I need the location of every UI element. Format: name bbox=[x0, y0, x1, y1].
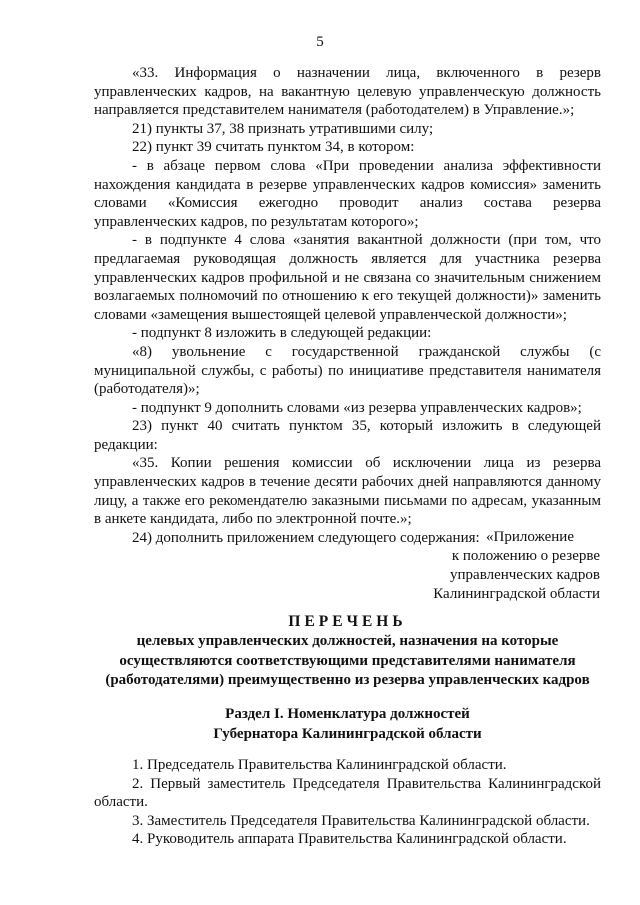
list-subtitle bbox=[94, 632, 601, 691]
position-list bbox=[94, 756, 601, 849]
paragraph: «35. Копии решения комиссии об исключении лица из резерва управленческих кадров в течение десяти рабочих дней направляются данному лицу, а также его рекомендателю заказными письмами по адресам, указанным в анкете кандидата, либо по электронной почте.»; bbox=[94, 455, 601, 528]
paragraph: 21) пункты 37, 38 признать утратившими силу; bbox=[132, 120, 434, 137]
section-line: Раздел I. Номенклатура должностей bbox=[225, 706, 470, 722]
paragraph: «33. Информация о назначении лица, включенного в резерв управленческих кадров, на вакантную целевую управленческую должность направляется представителем нанимателя (работодателем) в Управление.»; bbox=[94, 65, 601, 119]
paragraph: - в абзаце первом слова «При проведении анализа эффективности нахождения кандидата в резерве управленческих кадров комиссия» заменить словами «Комиссия ежегодно проводит анализ состава резерва управленческих кадров, по результатам которого»; bbox=[94, 157, 601, 230]
appendix-line: «Приложение bbox=[485, 529, 574, 545]
appendix-line: управленческих кадров bbox=[450, 567, 600, 583]
list-item: 4. Руководитель аппарата Правительства Калининградской области. bbox=[132, 831, 567, 848]
paragraph: - подпункт 8 изложить в следующей редакции: bbox=[132, 325, 432, 342]
page-number: 5 bbox=[316, 34, 324, 50]
subtitle-line: (работодателями) преимущественно из резерва управленческих кадров bbox=[105, 672, 590, 688]
list-item: 2. Первый заместитель Председателя Правительства Калининградской области. bbox=[94, 775, 601, 811]
paragraph: 23) пункт 40 считать пунктом 35, который изложить в следующей редакции: bbox=[94, 418, 601, 453]
appendix-heading bbox=[380, 528, 600, 604]
appendix-line: к положению о резерве bbox=[451, 548, 600, 564]
subtitle-line: осуществляются соответствующими представителями нанимателя bbox=[119, 652, 576, 669]
section-heading bbox=[94, 705, 601, 744]
appendix-line: Калининградской области bbox=[433, 586, 600, 602]
subtitle-line: целевых управленческих должностей, назначения на которые bbox=[136, 633, 559, 649]
paragraph: 22) пункт 39 считать пунктом 34, в котором: bbox=[132, 139, 415, 156]
list-item: 1. Председатель Правительства Калининградской области. bbox=[132, 757, 507, 773]
paragraph: - в подпункте 4 слова «занятия вакантной должности (при том, что предлагаемая руководящая должность является для участника резерва управленческих кадров профильной и не связана со значительным снижением возлагаемых полномочий по отношению к его текущей должности)» заменить словами «замещения вышестоящей целевой управленческой должности»; bbox=[94, 232, 601, 323]
list-title: ПЕРЕЧЕНЬ bbox=[288, 613, 407, 630]
paragraph: - подпункт 9 дополнить словами «из резерва управленческих кадров»; bbox=[132, 399, 582, 416]
section-line: Губернатора Калининградской области bbox=[213, 725, 482, 742]
amendment-text bbox=[94, 64, 601, 547]
list-item: 3. Заместитель Председателя Правительства Калининградской области. bbox=[132, 812, 590, 829]
paragraph: 24) дополнить приложением следующего содержания: bbox=[132, 529, 480, 546]
paragraph: «8) увольнение с государственной гражданской службы (с муниципальной службы, с работы) по инициативе представителя нанимателя (работодателя)»; bbox=[94, 343, 601, 398]
